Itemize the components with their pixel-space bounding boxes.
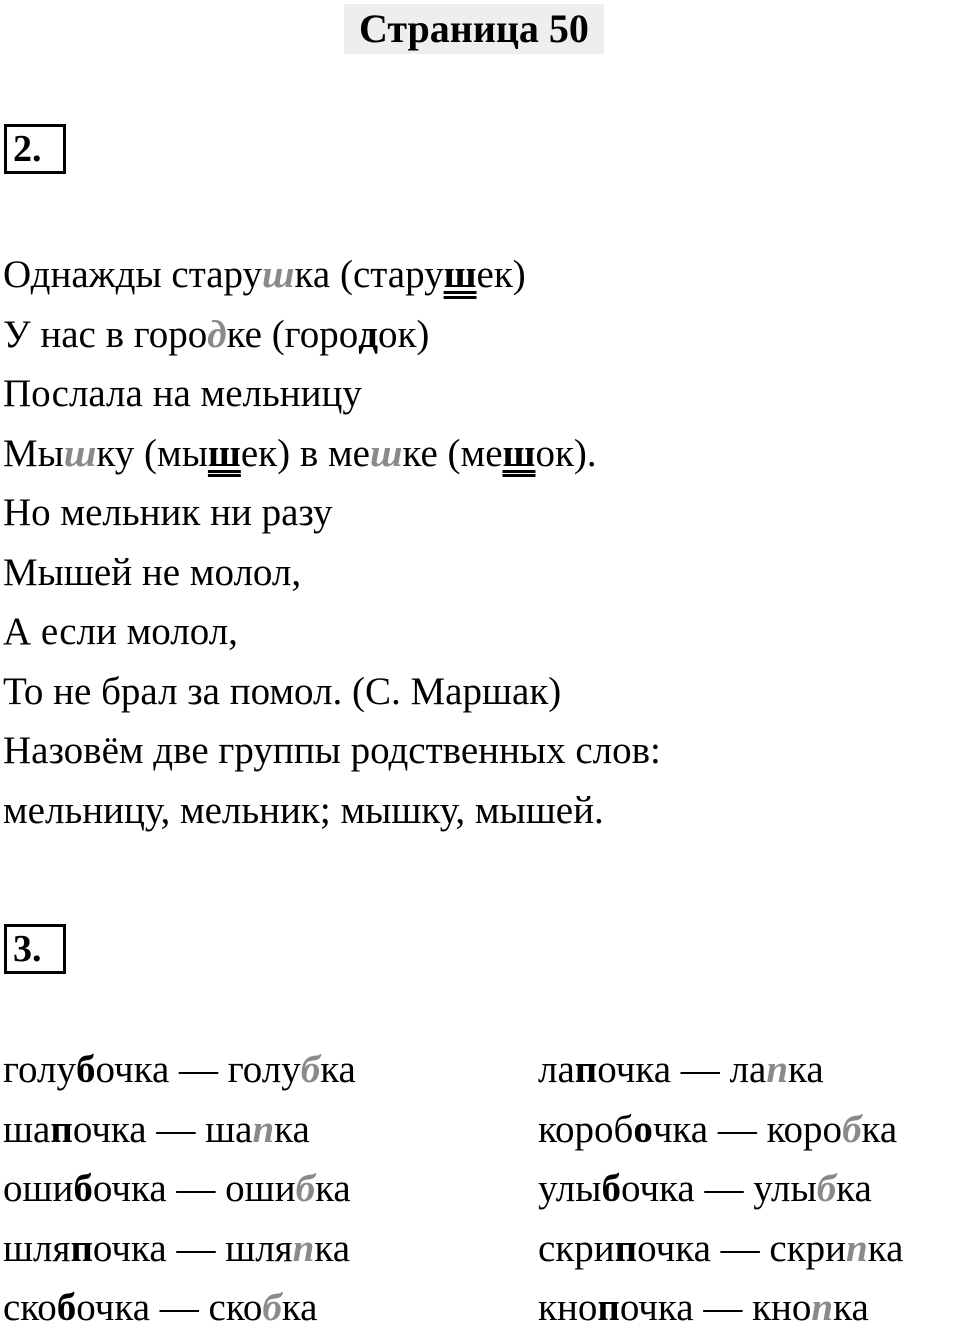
text-segment: ок). — [535, 431, 597, 475]
text-segment: ка (стару — [294, 253, 444, 296]
text-segment: ка — [833, 1286, 869, 1329]
text-segment: ско — [3, 1286, 57, 1329]
highlighted-letter: б — [73, 1167, 93, 1210]
text-line — [538, 1100, 903, 1160]
text-line — [3, 721, 661, 781]
text-line — [538, 1159, 903, 1219]
highlighted-letter: п — [766, 1048, 789, 1091]
task-2-poem — [3, 245, 661, 840]
highlighted-letter: б — [601, 1167, 621, 1210]
text-segment: Мы — [3, 431, 64, 475]
text-segment: ка — [314, 1226, 351, 1270]
highlighted-letter: п — [597, 1286, 620, 1329]
text-line — [538, 1278, 903, 1338]
text-line — [3, 781, 661, 841]
page-title: Страница 50 — [344, 4, 604, 54]
text-segment: ка — [788, 1048, 824, 1091]
text-segment: Но мельник ни разу — [3, 491, 333, 534]
text-segment: А если молол, — [3, 610, 238, 653]
text-segment: ок) — [377, 312, 430, 356]
text-line — [3, 305, 661, 365]
highlighted-letter: ш — [63, 431, 97, 475]
text-segment: кно — [538, 1286, 598, 1329]
highlighted-letter: ш — [502, 431, 536, 475]
text-line — [3, 543, 661, 603]
highlighted-letter: ш — [443, 253, 477, 296]
task-3-number: 3. — [4, 924, 66, 974]
text-segment: ка — [320, 1048, 356, 1091]
text-line — [3, 602, 661, 662]
highlighted-letter: о — [633, 1107, 653, 1151]
text-segment: Однажды стару — [3, 253, 263, 296]
text-segment: ка — [315, 1167, 351, 1210]
highlighted-letter: п — [574, 1048, 598, 1091]
text-segment: очка — кно — [619, 1286, 812, 1329]
text-segment: голу — [3, 1048, 76, 1091]
text-line — [3, 662, 661, 722]
highlighted-letter: б — [56, 1286, 77, 1329]
text-line — [3, 1219, 356, 1279]
text-segment: ла — [538, 1048, 575, 1091]
text-line — [3, 1159, 356, 1219]
highlighted-letter: п — [50, 1107, 73, 1151]
text-line — [538, 1219, 903, 1279]
text-segment: очка — скри — [637, 1226, 847, 1270]
task-3-left-column — [3, 1040, 356, 1338]
text-segment: очка — ша — [72, 1107, 253, 1151]
text-segment: очка — улы — [620, 1167, 817, 1210]
highlighted-letter: д — [207, 312, 227, 356]
text-segment: оши — [3, 1167, 74, 1210]
highlighted-letter: б — [842, 1107, 862, 1151]
text-segment: ке (горо — [226, 312, 359, 356]
text-line — [3, 1040, 356, 1100]
text-segment: очка — шля — [92, 1226, 293, 1270]
highlighted-letter: ш — [207, 431, 241, 475]
highlighted-letter: ш — [262, 253, 295, 296]
text-line — [3, 424, 661, 484]
text-segment: очка — оши — [92, 1167, 296, 1210]
text-segment: скри — [538, 1226, 615, 1270]
text-segment: ек) в ме — [240, 431, 370, 475]
text-segment: ка — [861, 1107, 898, 1151]
text-segment: короб — [538, 1107, 634, 1151]
highlighted-letter: д — [358, 312, 378, 356]
text-segment: ка — [867, 1226, 904, 1270]
text-segment: ка — [836, 1167, 872, 1210]
highlighted-letter: б — [300, 1048, 321, 1091]
text-line — [3, 245, 661, 305]
highlighted-letter: б — [295, 1167, 316, 1210]
highlighted-letter: б — [262, 1286, 282, 1329]
text-line — [3, 1100, 356, 1160]
text-segment: У нас в горо — [3, 312, 208, 356]
highlighted-letter: п — [70, 1226, 93, 1270]
text-segment: Назовём две группы родственных слов: — [3, 729, 661, 772]
text-segment: ка — [274, 1107, 310, 1151]
highlighted-letter: б — [816, 1167, 837, 1210]
text-line — [538, 1040, 903, 1100]
text-line — [3, 364, 661, 424]
highlighted-letter: п — [811, 1286, 834, 1329]
highlighted-letter: п — [292, 1226, 315, 1270]
text-segment: ек) — [476, 253, 526, 296]
text-segment: Мышей не молол, — [3, 550, 302, 594]
text-line — [3, 1278, 356, 1338]
text-segment: очка — голу — [95, 1048, 301, 1091]
highlighted-letter: п — [846, 1226, 868, 1270]
highlighted-letter: п — [252, 1107, 275, 1151]
text-segment: ке (ме — [402, 431, 503, 475]
text-segment: ку (мы — [96, 431, 208, 475]
text-segment: ка — [281, 1286, 318, 1329]
text-segment: ша — [3, 1107, 51, 1151]
text-segment: очка — ско — [76, 1286, 263, 1329]
task-2-number: 2. — [4, 124, 66, 174]
text-segment: мельницу, мельник; мышку, мышей. — [3, 788, 604, 832]
text-segment: шля — [3, 1226, 71, 1270]
text-segment: То не брал за помол. (С. Маршак) — [3, 669, 562, 713]
highlighted-letter: ш — [370, 431, 403, 475]
text-segment: Послала на мельницу — [3, 372, 362, 415]
text-segment: улы — [538, 1167, 602, 1210]
text-segment: очка — ла — [597, 1048, 767, 1091]
highlighted-letter: б — [75, 1048, 96, 1091]
highlighted-letter: п — [614, 1226, 638, 1270]
text-line — [3, 483, 661, 543]
task-3-right-column — [538, 1040, 903, 1338]
text-segment: чка — коро — [652, 1107, 843, 1151]
